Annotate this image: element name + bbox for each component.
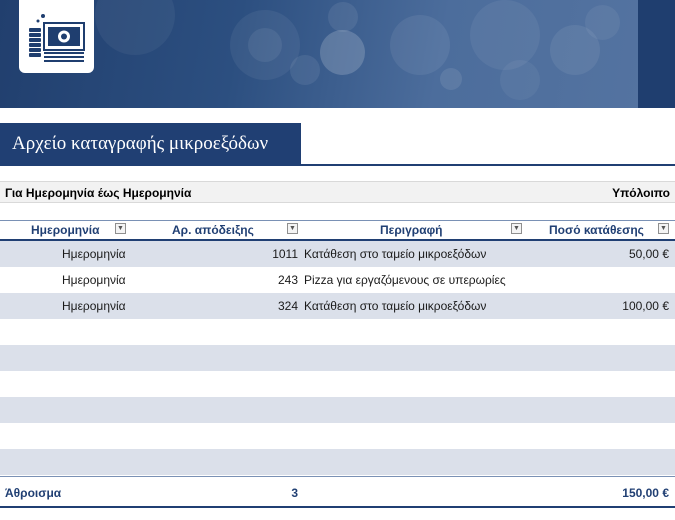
filter-dropdown-amount[interactable]: ▼ [658, 223, 669, 234]
totals-row [0, 476, 675, 508]
cell-date: Ημερομηνία [62, 299, 126, 313]
filter-dropdown-date[interactable]: ▼ [115, 223, 126, 234]
table-header [0, 220, 675, 241]
cell-receipt: 324 [277, 299, 298, 313]
column-header-date: Ημερομηνία [31, 223, 100, 237]
table-row[interactable] [0, 293, 675, 319]
summary-row [0, 181, 675, 203]
table-row[interactable] [0, 371, 675, 397]
table-body [0, 241, 675, 475]
date-range-label: Για Ημερομηνία έως Ημερομηνία [5, 186, 192, 200]
cell-description: Κατάθεση στο ταμείο μικροεξόδων [304, 299, 487, 313]
banner-edge [638, 0, 675, 108]
filter-dropdown-receipt[interactable]: ▼ [287, 223, 298, 234]
cell-amount: 50,00 € [628, 247, 669, 261]
table-row[interactable] [0, 241, 675, 267]
totals-count: 3 [291, 486, 298, 500]
table-row[interactable] [0, 397, 675, 423]
cell-date: Ημερομηνία [62, 273, 126, 287]
table-row[interactable] [0, 267, 675, 293]
cash-coins-icon [19, 60, 94, 77]
cell-description: Pizza για εργαζόμενους σε υπερωρίες [304, 273, 506, 287]
table-row[interactable] [0, 423, 675, 449]
cell-receipt: 1011 [272, 247, 298, 261]
cell-description: Κατάθεση στο ταμείο μικροεξόδων [304, 247, 487, 261]
table-row[interactable] [0, 345, 675, 371]
column-header-amount: Ποσό κατάθεσης [549, 223, 644, 237]
balance-label: Υπόλοιπο [612, 186, 670, 200]
header-banner [0, 0, 675, 108]
cell-date: Ημερομηνία [62, 247, 126, 261]
column-header-description: Περιγραφή [380, 223, 443, 237]
totals-label: Άθροισμα [5, 486, 62, 500]
table-row[interactable] [0, 319, 675, 345]
cell-amount: 100,00 € [622, 299, 669, 313]
cell-receipt: 243 [277, 273, 298, 287]
table-row[interactable] [0, 449, 675, 475]
column-header-receipt: Αρ. απόδειξης [172, 223, 254, 237]
filter-dropdown-description[interactable]: ▼ [511, 223, 522, 234]
totals-amount: 150,00 € [622, 486, 669, 500]
logo [19, 0, 94, 73]
title-divider [0, 164, 675, 166]
page-title: Αρχείο καταγραφής μικροεξόδων [0, 123, 301, 164]
